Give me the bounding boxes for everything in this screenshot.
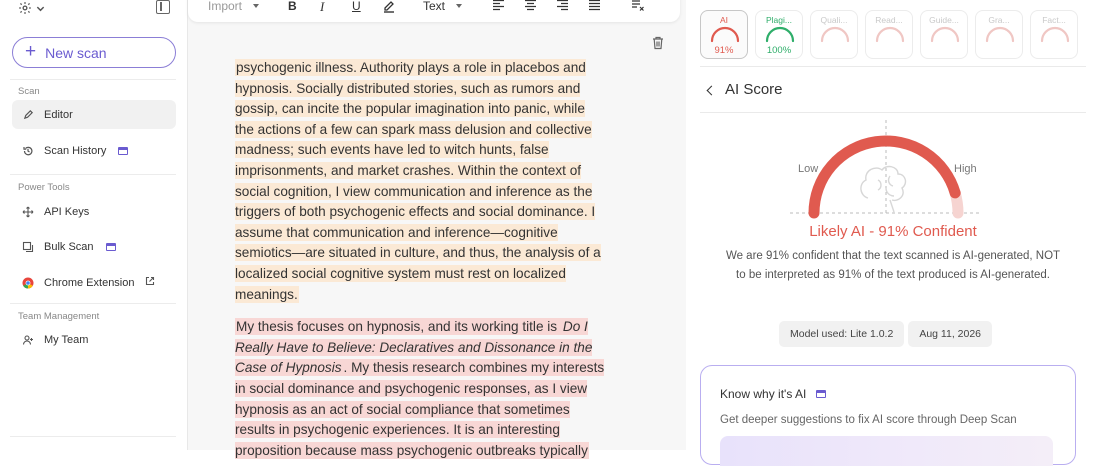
score-tab-value: 91% xyxy=(714,45,734,56)
editor-area xyxy=(188,0,686,458)
score-tab-label: Gra... xyxy=(988,15,1010,25)
sidebar-item-label: Editor xyxy=(44,108,73,121)
move-icon xyxy=(22,206,34,218)
score-tab[interactable] xyxy=(700,10,748,59)
sidebar-item-label: Bulk Scan xyxy=(44,240,94,253)
sidebar-item-label: My Team xyxy=(44,333,89,346)
paragraph xyxy=(235,58,605,305)
brain-icon-stroke xyxy=(890,200,894,212)
score-tab[interactable] xyxy=(1030,10,1078,59)
caret-down-icon xyxy=(456,4,462,8)
underline-button[interactable] xyxy=(352,0,361,13)
italic-label: I xyxy=(320,0,325,14)
trash-icon[interactable] xyxy=(652,36,664,50)
gear-icon xyxy=(18,1,32,15)
divider xyxy=(700,112,1086,113)
align-left-icon xyxy=(492,0,505,11)
sidebar-item-chrome-extension[interactable] xyxy=(12,268,176,297)
know-why-card[interactable] xyxy=(700,365,1076,465)
paragraph xyxy=(235,317,605,461)
calendar-icon xyxy=(816,390,826,398)
chevron-left-icon xyxy=(707,85,717,95)
clear-format-icon xyxy=(631,0,645,11)
sidebar-item-my-team[interactable] xyxy=(12,325,176,354)
brain-icon xyxy=(861,167,906,212)
mini-gauge-icon xyxy=(874,25,906,43)
divider xyxy=(10,79,176,80)
plus-icon: + xyxy=(25,41,37,62)
score-tab[interactable] xyxy=(810,10,858,59)
score-tab[interactable] xyxy=(865,10,913,59)
history-icon xyxy=(22,145,34,157)
italic-button[interactable] xyxy=(320,0,324,15)
mini-gauge-icon xyxy=(984,25,1016,43)
caret-down-icon xyxy=(253,4,259,8)
highlight-button[interactable] xyxy=(382,0,396,13)
know-why-subtitle: Get deeper suggestions to fix AI score through Deep Scan xyxy=(720,414,1017,426)
import-dropdown[interactable] xyxy=(208,0,259,13)
highlighter-icon xyxy=(382,0,396,13)
new-scan-label: New scan xyxy=(45,44,107,61)
justify-button[interactable] xyxy=(588,0,601,11)
sidebar-header xyxy=(18,0,178,16)
score-tab[interactable] xyxy=(755,10,803,59)
gauge-high-label: High xyxy=(954,163,977,175)
highlighted-text: My thesis focuses on hypnosis, and its working title is xyxy=(236,319,561,335)
new-scan-button[interactable] xyxy=(12,37,176,68)
score-tabs xyxy=(700,10,1078,59)
mini-gauge-icon xyxy=(764,25,796,43)
verdict-text: Likely AI - 91% Confident xyxy=(809,223,977,240)
ai-score-heading: AI Score xyxy=(725,81,783,98)
add-user-icon xyxy=(22,334,34,346)
mini-gauge-icon xyxy=(709,25,741,43)
stack-icon xyxy=(22,241,34,253)
align-right-button[interactable] xyxy=(556,0,569,11)
divider xyxy=(10,436,176,437)
score-tab-label: Read... xyxy=(875,15,903,25)
sidebar-item-editor[interactable] xyxy=(12,100,176,129)
chevron-down-icon xyxy=(36,4,45,13)
score-tab[interactable] xyxy=(920,10,968,59)
calendar-icon xyxy=(106,243,116,251)
import-label: Import xyxy=(208,0,243,13)
highlighted-text: . My thesis research combines my interests in social dominance and psychogenic responses, as I view hypnosis as an act of social compliance that sometimes results in psychogenic experiences. It is an interesting proposition because mass psychogenic outbreaks typically xyxy=(235,360,605,458)
sidebar-item-label: Scan History xyxy=(44,144,107,157)
sidebar-item-label: API Keys xyxy=(44,205,90,218)
know-why-title-row xyxy=(720,387,826,401)
date-badge: Aug 11, 2026 xyxy=(908,321,992,347)
score-panel xyxy=(686,0,1100,450)
mini-gauge-icon xyxy=(819,25,851,43)
align-center-icon xyxy=(524,0,537,11)
sidebar-item-api-keys[interactable] xyxy=(12,197,176,226)
brain-icon-stroke xyxy=(861,167,906,201)
bold-label: B xyxy=(288,0,297,13)
section-label-power-tools: Power Tools xyxy=(18,182,70,193)
know-why-title: Know why it's AI xyxy=(720,387,807,401)
thesis-title: Do I Really Have to Believe: Declaratives and Dissonance in the Case of Hypnosis xyxy=(235,319,593,376)
chrome-icon xyxy=(22,277,34,289)
sidebar-item-scan-history[interactable] xyxy=(12,136,176,165)
align-center-button[interactable] xyxy=(524,0,537,11)
gauge-fill xyxy=(814,141,955,213)
verdict-description: We are 91% confident that the text scanned is AI-generated, NOT to be interpreted as 91% of the text produced is AI-generated. xyxy=(725,250,1061,281)
mini-gauge-icon xyxy=(929,25,961,43)
sidebar xyxy=(0,0,188,450)
text-style-label: Text xyxy=(423,0,446,13)
score-tab-label: Fact... xyxy=(1042,15,1066,25)
highlighted-text: psychogenic illness. Authority plays a role in placebos and hypnosis. Socially distributed stories, such as rumors and gossip, can incite the popular imagination into panic, while the actions of a few can spark mass delusion and collective madness; such events have led to witch hunts, false imprisonments, and market crashes. Within the context of social cognition, I view communication and inference as the triggers of both psychogenic effects and social dominance. I assume that communication and inference—cognitive semiotics—are situated in culture, and thus, the analysis of a localized social cognitive system must rest on localized meanings. xyxy=(235,60,601,302)
divider xyxy=(10,174,176,175)
section-label-team-management: Team Management xyxy=(18,311,100,322)
section-label-scan: Scan xyxy=(18,86,40,97)
underline-label: U xyxy=(352,0,361,13)
score-tab-label: AI xyxy=(719,15,729,25)
divider xyxy=(10,303,176,304)
deep-scan-banner[interactable] xyxy=(720,436,1053,466)
calendar-icon xyxy=(118,147,128,155)
divider xyxy=(700,66,1086,67)
sidebar-item-label: Chrome Extension xyxy=(44,276,135,289)
sidebar-item-bulk-scan[interactable] xyxy=(12,232,176,261)
settings-menu[interactable] xyxy=(18,0,50,16)
score-tab[interactable] xyxy=(975,10,1023,59)
back-button[interactable] xyxy=(708,81,783,98)
align-right-icon xyxy=(556,0,569,11)
pencil-icon xyxy=(22,109,34,121)
mini-gauge-icon xyxy=(1039,25,1071,43)
editor-toolbar xyxy=(188,0,680,22)
scan-meta xyxy=(779,321,992,347)
score-tab-value: 100% xyxy=(766,45,792,56)
justify-icon xyxy=(588,0,601,11)
external-link-icon xyxy=(145,276,155,289)
bold-button[interactable] xyxy=(288,0,297,13)
score-tab-label: Plagi... xyxy=(766,15,792,25)
clear-format-button[interactable] xyxy=(631,0,645,11)
align-left-button[interactable] xyxy=(492,0,505,11)
document-text[interactable] xyxy=(235,58,605,473)
model-badge: Model used: Lite 1.0.2 xyxy=(779,321,904,347)
text-style-dropdown[interactable] xyxy=(423,0,462,13)
score-tab-label: Quali... xyxy=(820,15,848,25)
gauge-low-label: Low xyxy=(798,163,819,175)
collapse-sidebar-icon[interactable] xyxy=(156,0,170,14)
score-tab-label: Guide... xyxy=(929,15,959,25)
